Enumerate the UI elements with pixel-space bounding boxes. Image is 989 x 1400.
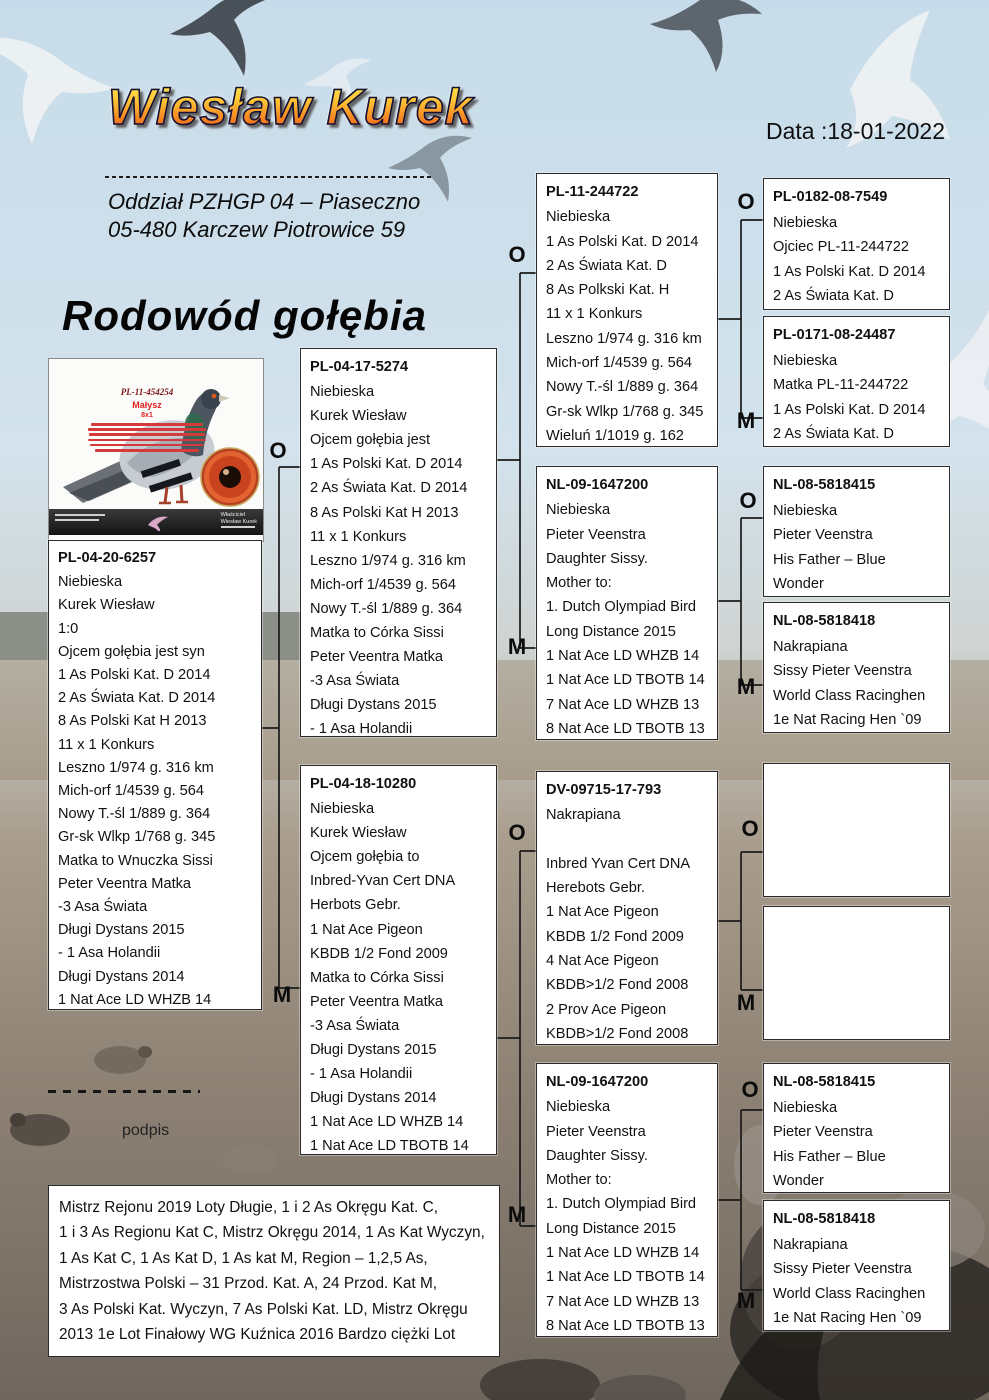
photo-owner-label: Właściciel <box>220 512 246 518</box>
pigeon-photo <box>48 358 264 542</box>
marker-father-gen3b: O <box>739 488 757 513</box>
marker-father-gen3a: O <box>737 189 755 214</box>
ring-number: NL-08-5818418 <box>773 1211 876 1227</box>
breeder-logo: Wiesław Kurek <box>108 79 474 135</box>
club-address-line1: Oddział PZHGP 04 – Piaseczno <box>108 189 421 214</box>
page-title: Rodowód gołębia <box>62 292 427 339</box>
photo-pigeon-name: Małysz <box>132 400 162 410</box>
achievements-box <box>48 1185 500 1357</box>
pedigree-box-mmf <box>763 1063 950 1193</box>
photo-footer-credit <box>55 514 107 524</box>
achievements-lines: Mistrz Rejonu 2019 Loty Długie, 1 i 2 As Okręgu Kat. C, 1 i 3 As Regionu Kat C, Mistrz Okręgu 2014, 1 As Kat Wyczyn, 1 As Kat C, 1 As Kat D, 1 As kat M, Region – 1,2,5 As, Mistrzostwa Polski – 31 Przod. Kat. A, 24 Przod. Kat M, 3 As Polski Kat. Wyczyn, 7 As Polski Kat. LD, Mistrz Okręgu 2013 1e Lot Finałowy WG Kuźnica 2016 Bardzo ciężki Lot <box>59 1199 485 1344</box>
pedigree-box-mfm-empty <box>763 906 950 1040</box>
pedigree-box-ffm <box>763 316 950 447</box>
box-lines: Nakrapiana Sissy Pieter Veenstra World Class Racinghen 1e Nat Racing Hen `09 <box>773 638 926 728</box>
pedigree-box-father <box>300 348 497 737</box>
ring-number: NL-09-1647200 <box>546 1074 649 1090</box>
box-lines: Niebieska Pieter Veenstra His Father – Blue Wonder <box>773 1099 886 1189</box>
photo-owner-name: Wiesław Kurek <box>220 518 257 525</box>
photo-ring-number: PL-11-454254 <box>120 387 174 397</box>
ring-number: NL-08-5818415 <box>773 477 876 493</box>
box-lines: Niebieska Ojciec PL-11-244722 1 As Polski Kat. D 2014 2 As Świata Kat. D <box>773 214 926 304</box>
ring-number: PL-0182-08-7549 <box>773 189 888 205</box>
ring-number: PL-0171-08-24487 <box>773 327 896 343</box>
ring-number: PL-11-244722 <box>546 184 639 200</box>
box-lines: Niebieska Kurek Wiesław 1:0 Ojcem gołębia jest syn 1 As Polski Kat. D 2014 2 As Świata Kat. D 2014 8 As Polski Kat H 2013 11 x 1 Konkurs Leszno 1/974 g. 316 km Mich-orf 1/4539 g. 564 Nowy T.-śl 1/889 g. 364 Gr-sk Wlkp 1/768 g. 345 Matka to Wnuczka Sissi Peter Veentra Matka -3 Asa Świata Długi Dystans 2015 - 1 Asa Holandii Długi Dystans 2014 1 Nat Ace LD WHZB 14 <box>58 574 216 1008</box>
box-lines: Niebieska Pieter Veenstra Daughter Sissy. Mother to: 1. Dutch Olympiad Bird Long Distance 2015 1 Nat Ace LD WHZB 14 1 Nat Ace LD TBOTB 14 7 Nat Ace LD WHZB 13 8 Nat Ace LD TBOTB 13 <box>546 1099 705 1334</box>
box-lines: Niebieska Pieter Veenstra His Father – Blue Wonder <box>773 502 886 592</box>
pedigree-box-fff <box>763 178 950 310</box>
ring-number: NL-09-1647200 <box>546 477 649 493</box>
box-lines: Nakrapiana Sissy Pieter Veenstra World Class Racinghen 1e Nat Racing Hen `09 <box>773 1236 926 1326</box>
pedigree-box-mf <box>536 771 718 1045</box>
photo-footer-bar <box>49 509 263 535</box>
marker-mother-gen2a: M <box>507 634 527 659</box>
signature-label: podpis <box>122 1122 170 1139</box>
ring-number: PL-04-20-6257 <box>58 550 157 566</box>
pedigree-box-ff <box>536 173 718 447</box>
pedigree-box-fm <box>536 466 718 740</box>
pedigree-box-mother <box>300 765 497 1155</box>
pedigree-box-fmf <box>763 466 950 597</box>
photo-score: 8x1 <box>141 412 153 419</box>
ring-number: PL-04-17-5274 <box>310 359 409 375</box>
marker-mother-gen2b: M <box>507 1202 527 1227</box>
pedigree-box-mm <box>536 1063 718 1337</box>
marker-mother-gen3d: M <box>736 1288 756 1313</box>
photo-result-lines <box>75 423 219 454</box>
box-lines: Niebieska Pieter Veenstra Daughter Sissy. Mother to: 1. Dutch Olympiad Bird Long Distance 2015 1 Nat Ace LD WHZB 14 1 Nat Ace LD TBOTB 14 7 Nat Ace LD WHZB 13 8 Nat Ace LD TBOTB 13 <box>546 502 705 737</box>
box-lines: Niebieska Matka PL-11-244722 1 As Polski Kat. D 2014 2 As Świata Kat. D <box>773 352 926 442</box>
ring-number: DV-09715-17-793 <box>546 782 662 798</box>
ring-number: PL-04-18-10280 <box>310 776 417 792</box>
marker-mother-gen3a: M <box>736 408 756 433</box>
header-dashed-divider <box>105 176 433 178</box>
photo-logo-pigeon-icon <box>145 513 171 531</box>
box-lines: Nakrapiana Inbred Yvan Cert DNA Herebots Gebr. 1 Nat Ace Pigeon KBDB 1/2 Fond 2009 4 Nat Ace Pigeon KBDB>1/2 Fond 2008 2 Prov Ace Pigeon KBDB>1/2 Fond 2008 <box>546 807 691 1042</box>
marker-mother-gen3b: M <box>736 674 756 699</box>
pedigree-box-subject <box>48 540 262 1010</box>
pedigree-box-mmm <box>763 1200 950 1331</box>
box-lines: Niebieska 1 As Polski Kat. D 2014 2 As Świata Kat. D 8 As Polkski Kat. H 11 x 1 Konkurs Leszno 1/974 g. 316 km Mich-orf 1/4539 g. 564 Nowy T.-śl 1/889 g. 364 Gr-sk Wlkp 1/768 g. 345 Wieluń 1/1019 g. 162 <box>546 209 704 444</box>
pedigree-box-fmm <box>763 602 950 733</box>
box-lines: Niebieska Kurek Wiesław Ojcem gołębia jest 1 As Polski Kat. D 2014 2 As Świata Kat. D 2014 8 As Polski Kat H 2013 11 x 1 Konkurs Leszno 1/974 g. 316 km Mich-orf 1/4539 g. 564 Nowy T.-śl 1/889 g. 364 Matka to Córka Sissi Peter Veentra Matka -3 Asa Świata Długi Dystans 2015 - 1 Asa Holandii <box>310 384 468 738</box>
ring-number: NL-08-5818418 <box>773 613 876 629</box>
club-address-line2: 05-480 Karczew Piotrowice 59 <box>108 217 406 242</box>
marker-father-gen2a: O <box>508 242 526 267</box>
marker-mother-gen3c: M <box>736 990 756 1015</box>
pedigree-box-mff-empty <box>763 763 950 897</box>
marker-father-gen2b: O <box>508 820 526 845</box>
ring-number: NL-08-5818415 <box>773 1074 876 1090</box>
marker-father-gen3d: O <box>741 1077 759 1102</box>
document-date: Data :18-01-2022 <box>765 118 945 144</box>
marker-mother-gen1: M <box>272 982 292 1007</box>
marker-father-gen3c: O <box>741 816 759 841</box>
marker-father-gen1: O <box>269 438 287 463</box>
box-lines: Niebieska Kurek Wiesław Ojcem gołębia to Inbred-Yvan Cert DNA Herbots Gebr. 1 Nat Ace Pigeon KBDB 1/2 Fond 2009 Matka to Córka Sissi Peter Veentra Matka -3 Asa Świata Długi Dystans 2015 - 1 Asa Holandii Długi Dystans 2014 1 Nat Ace LD WHZB 14 1 Nat Ace LD TBOTB 14 <box>310 801 469 1155</box>
signature-dashed-line <box>48 1090 200 1093</box>
